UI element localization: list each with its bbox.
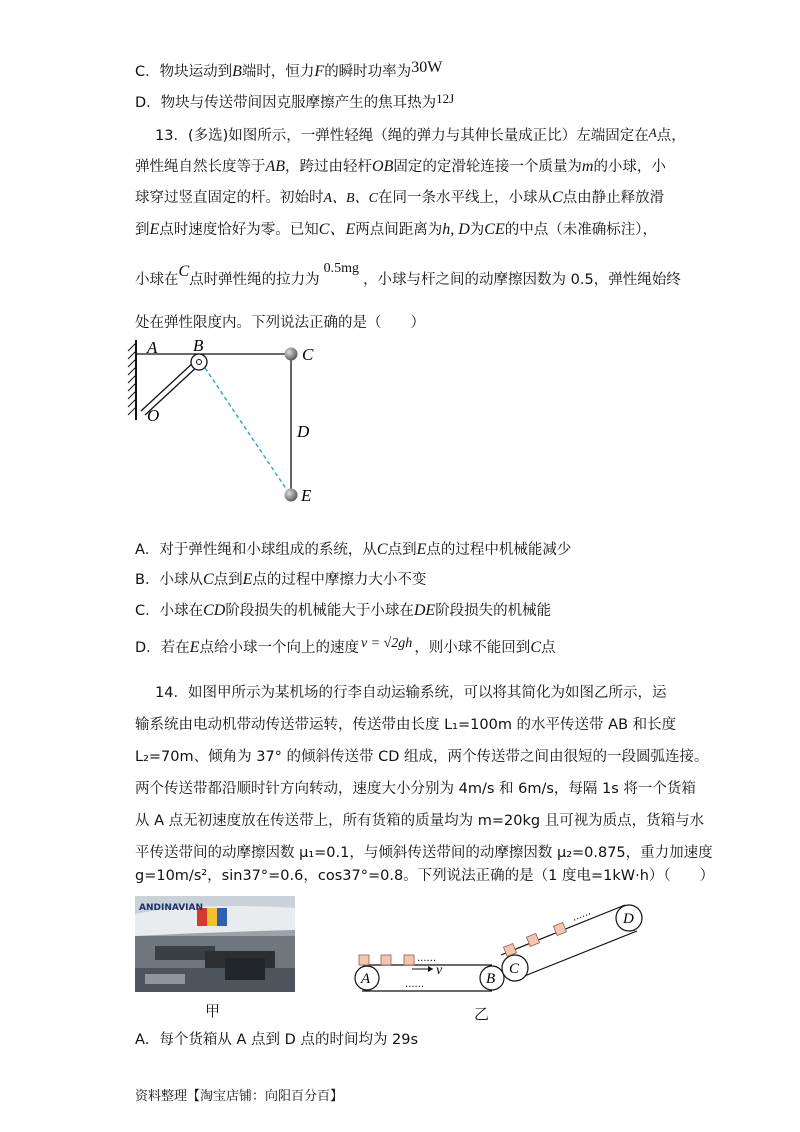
conveyor-diagram [345, 895, 655, 1005]
var: C [202, 571, 214, 588]
label-c: C [302, 345, 314, 364]
photo-illustration [135, 896, 295, 992]
text: B．小球从 [135, 572, 203, 588]
photo-airline-text: ANDINAVIAN [139, 903, 204, 913]
text: 固定的定滑轮连接一个质量为 [393, 159, 582, 175]
q14-line-4 [135, 779, 696, 799]
label-d: D [297, 422, 310, 441]
q13-line-6 [135, 313, 425, 333]
q14-line-7 [135, 866, 714, 886]
text: C．小球在 [135, 603, 204, 619]
ball-e [285, 489, 298, 502]
dots-top: ...... [417, 953, 437, 964]
text: 处在弹性限度内。下列说法正确的是（ ） [135, 315, 425, 331]
text: 14．如图甲所示为某机场的行李自动运输系统，可以将其简化为如图乙所示，运 [155, 685, 667, 701]
text: ，小球与杆之间的动摩擦因数为 0.5，弹性绳始终 [363, 272, 681, 288]
text: D．若在 [135, 640, 190, 656]
text: 点的过程中机械能减少 [426, 542, 572, 558]
text: 点到 [387, 542, 417, 558]
q14-line-1 [155, 683, 666, 703]
var: C [530, 639, 541, 656]
var: E [149, 221, 160, 238]
text: 点给小球一个向上的速度 [199, 640, 359, 656]
var: C [376, 541, 388, 558]
q12-option-c [135, 59, 443, 82]
var-b: B [232, 63, 242, 80]
text: A．对于弹性绳和小球组成的系统，从 [135, 542, 377, 558]
text: 两个传送带都沿顺时针方向转动，速度大小分别为 4m/s 和 6m/s，每隔 1s 将一个货箱 [135, 781, 696, 797]
text: 从 A 点无初速度放在传送带上，所有货箱的质量均为 m=20kg 且可视为质点，货箱与水 [135, 813, 705, 829]
var: CE [484, 221, 505, 238]
text: 点由静止释放滑 [562, 190, 665, 206]
var: OB [372, 158, 394, 175]
q13-line-2 [135, 157, 666, 177]
text: 阶段损失的机械能 [435, 603, 552, 619]
text: 的瞬时功率为 [324, 64, 412, 80]
dots-incline: ...... [570, 906, 593, 924]
text: 小球在 [135, 272, 179, 288]
text: 13．(多选)如图所示，一弹性轻绳（绳的弹力与其伸长量成正比）左端固定在 [155, 128, 649, 144]
var: A、B、C [323, 191, 378, 206]
q13-line-5 [135, 261, 681, 291]
text: 点， [656, 128, 686, 144]
rope-b-e [205, 368, 289, 493]
value: 12J [436, 91, 455, 106]
value: 30W [411, 59, 443, 76]
text: 的中点（未准确标注）， [504, 222, 657, 238]
label-a: A [147, 338, 158, 357]
label-d: D [623, 911, 634, 927]
var: C [178, 263, 190, 280]
text: 点时弹性绳的拉力为 [189, 272, 320, 288]
text: ，跨过由轻杆 [285, 159, 373, 175]
var: E [189, 639, 200, 656]
var: AB [265, 158, 286, 175]
text: A．每个货箱从 A 点到 D 点的时间均为 29s [135, 1032, 419, 1048]
text: 两点间距离为 [355, 222, 443, 238]
rod-ob-1 [141, 361, 195, 411]
q13-option-b [135, 570, 426, 590]
var-f: F [314, 63, 325, 80]
q13-option-d [135, 638, 555, 659]
q14-option-a [135, 1030, 418, 1050]
wall-hatching [128, 343, 136, 415]
var: m [581, 158, 594, 175]
text: 点 [540, 640, 556, 656]
text: 输系统由电动机带动传送带运转，传送带由长度 L₁=100m 的水平传送带 AB 和长度 [135, 717, 677, 733]
q13-option-c [135, 601, 551, 621]
label-e: E [301, 486, 312, 505]
q12-option-d [135, 93, 454, 113]
q14-line-6 [135, 843, 713, 863]
text: C．物块运动到 [135, 64, 233, 80]
pulley-axle [197, 360, 202, 365]
text: 点的过程中摩擦力大小不变 [252, 572, 427, 588]
var: CD [203, 602, 226, 619]
q14-line-2 [135, 715, 676, 735]
box-1 [359, 955, 369, 965]
var: A [648, 125, 657, 140]
text: L₂=70m、倾角为 37° 的倾斜传送带 CD 组成，两个传送带之间由很短的一段圆弧连接。 [135, 749, 709, 765]
var: E [242, 571, 253, 588]
footer-source: 资料整理【淘宝店铺：向阳百分百】 [135, 1089, 344, 1104]
text: D．物块与传送带间因克服摩擦产生的焦耳热为 [135, 95, 437, 111]
q13-line-3 [135, 188, 664, 209]
value: 0.5mg [323, 261, 360, 276]
var: DE [413, 602, 436, 619]
text: 球穿过竖直固定的杆。初始时 [135, 190, 324, 206]
var: h, D [442, 221, 470, 238]
label-b: B [486, 971, 496, 987]
var: C [551, 189, 563, 206]
airport-baggage-photo [135, 896, 295, 992]
q14-line-5 [135, 811, 704, 831]
text: ，则小球不能回到 [414, 640, 531, 656]
box-3 [404, 955, 414, 965]
q13-diagram [125, 335, 325, 515]
formula: v = √2gh [360, 636, 413, 651]
label-c: C [509, 961, 520, 977]
q13-line-4 [135, 220, 657, 240]
dots-bottom: ...... [405, 979, 425, 990]
text: 点到 [213, 572, 243, 588]
text: 弹性绳自然长度等于 [135, 159, 266, 175]
label-b: B [193, 336, 204, 355]
text: 平传送带间的动摩擦因数 μ₁=0.1，与倾斜传送带间的动摩擦因数 μ₂=0.875，重力加速度 [135, 845, 713, 861]
label-v: v [436, 963, 443, 978]
text: 端时，恒力 [241, 64, 315, 80]
caption-yi: 乙 [474, 1005, 490, 1023]
velocity-arrowhead [428, 966, 433, 972]
label-a: A [361, 971, 371, 987]
var: C、E [318, 221, 356, 238]
text: g=10m/s²，sin37°=0.6，cos37°=0.8。下列说法正确的是（1 度电=1kW·h）（ ） [135, 868, 715, 884]
caption-jia: 甲 [205, 1002, 221, 1020]
q13-option-a [135, 540, 571, 560]
box-2 [381, 955, 391, 965]
var: E [416, 541, 427, 558]
text: 点时速度恰好为零。已知 [159, 222, 319, 238]
text: 阶段损失的机械能大于小球在 [225, 603, 414, 619]
text: 在同一条水平线上，小球从 [377, 190, 552, 206]
q14-line-3 [135, 747, 709, 767]
label-o: O [147, 406, 160, 425]
text: 到 [135, 222, 150, 238]
q13-line-1 [155, 126, 686, 146]
text: 的小球，小 [593, 159, 666, 175]
ball-c [285, 348, 298, 361]
text: 为 [469, 222, 485, 238]
